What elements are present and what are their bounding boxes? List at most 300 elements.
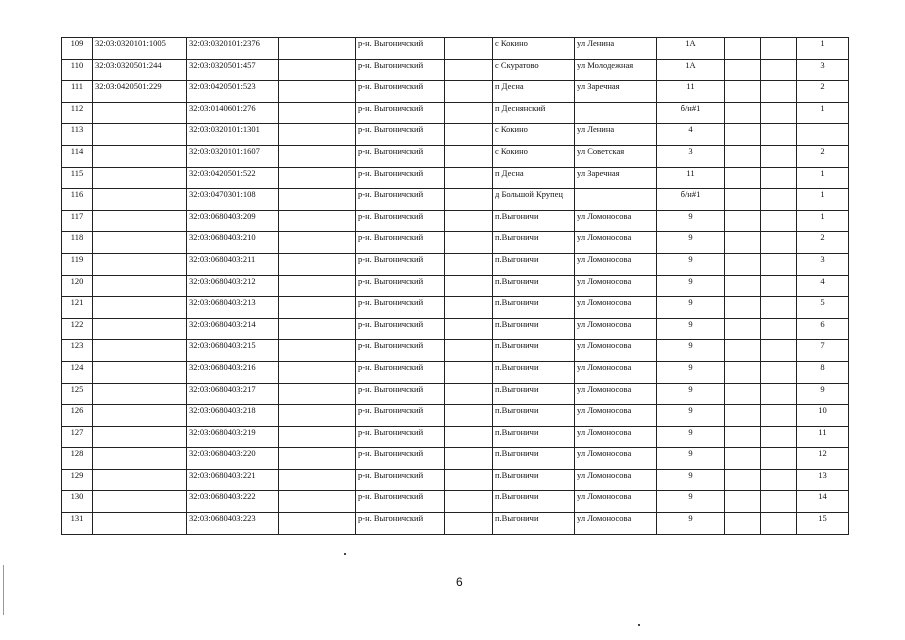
old-cadastral-number (93, 361, 187, 383)
empty-cell (445, 383, 493, 405)
settlement-cell: п.Выгоничи (493, 253, 575, 275)
empty-cell (761, 189, 797, 211)
row-number: 122 (62, 318, 93, 340)
old-cadastral-number (93, 275, 187, 297)
cadastral-number: 32:03:0680403:221 (187, 469, 279, 491)
settlement-cell: п.Выгоничи (493, 448, 575, 470)
cadastral-number: 32:03:0680403:212 (187, 275, 279, 297)
table-row (62, 383, 849, 405)
empty-cell (725, 297, 761, 319)
old-cadastral-number (93, 383, 187, 405)
empty-cell (725, 318, 761, 340)
flat-number: 1 (797, 210, 849, 232)
empty-cell (445, 189, 493, 211)
empty-cell (445, 491, 493, 513)
cadastral-number: 32:03:0320101:1301 (187, 124, 279, 146)
empty-cell (279, 102, 356, 124)
region-cell: р-н. Выгоничский (356, 491, 445, 513)
cadastral-number: 32:03:0470301:108 (187, 189, 279, 211)
empty-cell (761, 253, 797, 275)
cadastral-number: 32:03:0680403:216 (187, 361, 279, 383)
house-number: 9 (657, 340, 725, 362)
empty-cell (761, 275, 797, 297)
settlement-cell: д Большой Крупец (493, 189, 575, 211)
empty-cell (279, 275, 356, 297)
row-number: 119 (62, 253, 93, 275)
old-cadastral-number (93, 189, 187, 211)
old-cadastral-number (93, 405, 187, 427)
street-cell (575, 102, 657, 124)
empty-cell (445, 38, 493, 60)
cadastral-number: 32:03:0680403:214 (187, 318, 279, 340)
cadastral-number: 32:03:0680403:218 (187, 405, 279, 427)
empty-cell (725, 81, 761, 103)
row-number: 117 (62, 210, 93, 232)
table-row (62, 513, 849, 535)
empty-cell (445, 361, 493, 383)
house-number: 9 (657, 275, 725, 297)
cadastral-number: 32:03:0680403:220 (187, 448, 279, 470)
table-row (62, 59, 849, 81)
empty-cell (279, 318, 356, 340)
flat-number: 7 (797, 340, 849, 362)
cadastral-number: 32:03:0140601:276 (187, 102, 279, 124)
settlement-cell: п.Выгоничи (493, 491, 575, 513)
street-cell: ул Заречная (575, 167, 657, 189)
empty-cell (445, 167, 493, 189)
old-cadastral-number (93, 426, 187, 448)
house-number: 4 (657, 124, 725, 146)
cadastral-number: 32:03:0680403:215 (187, 340, 279, 362)
empty-cell (761, 232, 797, 254)
empty-cell (279, 513, 356, 535)
table-row (62, 210, 849, 232)
row-number: 127 (62, 426, 93, 448)
cadastral-number: 32:03:0680403:210 (187, 232, 279, 254)
empty-cell (725, 361, 761, 383)
house-number: 9 (657, 232, 725, 254)
street-cell: ул Ломоносова (575, 426, 657, 448)
old-cadastral-number (93, 210, 187, 232)
settlement-cell: п.Выгоничи (493, 275, 575, 297)
flat-number: 3 (797, 59, 849, 81)
settlement-cell: п.Выгоничи (493, 383, 575, 405)
empty-cell (725, 124, 761, 146)
row-number: 124 (62, 361, 93, 383)
empty-cell (279, 426, 356, 448)
region-cell: р-н. Выгоничский (356, 275, 445, 297)
row-number: 109 (62, 38, 93, 60)
house-number: 9 (657, 383, 725, 405)
empty-cell (761, 361, 797, 383)
empty-cell (445, 59, 493, 81)
empty-cell (445, 297, 493, 319)
empty-cell (761, 491, 797, 513)
region-cell: р-н. Выгоничский (356, 59, 445, 81)
region-cell: р-н. Выгоничский (356, 469, 445, 491)
row-number: 113 (62, 124, 93, 146)
flat-number: 15 (797, 513, 849, 535)
street-cell: ул Ломоносова (575, 383, 657, 405)
house-number: 9 (657, 361, 725, 383)
house-number: 9 (657, 253, 725, 275)
region-cell: р-н. Выгоничский (356, 253, 445, 275)
empty-cell (445, 275, 493, 297)
empty-cell (725, 102, 761, 124)
region-cell: р-н. Выгоничский (356, 405, 445, 427)
table-row (62, 253, 849, 275)
cadastral-number: 32:03:0680403:217 (187, 383, 279, 405)
flat-number: 9 (797, 383, 849, 405)
settlement-cell: п Десна (493, 81, 575, 103)
empty-cell (279, 253, 356, 275)
empty-cell (445, 102, 493, 124)
old-cadastral-number: 32:03:0320101:1005 (93, 38, 187, 60)
empty-cell (725, 145, 761, 167)
settlement-cell: п.Выгоничи (493, 513, 575, 535)
flat-number (797, 124, 849, 146)
empty-cell (725, 383, 761, 405)
house-number: 3 (657, 145, 725, 167)
settlement-cell: с Кокино (493, 38, 575, 60)
street-cell: ул Ломоносова (575, 405, 657, 427)
street-cell: ул Советская (575, 145, 657, 167)
empty-cell (725, 405, 761, 427)
empty-cell (725, 513, 761, 535)
empty-cell (725, 491, 761, 513)
table-row (62, 361, 849, 383)
row-number: 111 (62, 81, 93, 103)
flat-number: 1 (797, 189, 849, 211)
table-row (62, 469, 849, 491)
cadastral-number: 32:03:0680403:213 (187, 297, 279, 319)
empty-cell (725, 469, 761, 491)
street-cell: ул Ломоносова (575, 448, 657, 470)
flat-number: 10 (797, 405, 849, 427)
region-cell: р-н. Выгоничский (356, 232, 445, 254)
old-cadastral-number (93, 297, 187, 319)
empty-cell (445, 469, 493, 491)
old-cadastral-number: 32:03:0320501:244 (93, 59, 187, 81)
street-cell: ул Ломоносова (575, 275, 657, 297)
settlement-cell: п.Выгоничи (493, 210, 575, 232)
row-number: 114 (62, 145, 93, 167)
table-row (62, 318, 849, 340)
flat-number: 4 (797, 275, 849, 297)
empty-cell (445, 426, 493, 448)
empty-cell (445, 340, 493, 362)
old-cadastral-number (93, 253, 187, 275)
house-number: 11 (657, 81, 725, 103)
empty-cell (761, 145, 797, 167)
old-cadastral-number (93, 513, 187, 535)
row-number: 123 (62, 340, 93, 362)
house-number: 11 (657, 167, 725, 189)
house-number: 9 (657, 297, 725, 319)
empty-cell (445, 124, 493, 146)
empty-cell (725, 232, 761, 254)
settlement-cell: п.Выгоничи (493, 232, 575, 254)
house-number: 9 (657, 318, 725, 340)
table-row (62, 189, 849, 211)
empty-cell (279, 340, 356, 362)
street-cell: ул Ломоносова (575, 469, 657, 491)
empty-cell (725, 59, 761, 81)
table-row (62, 426, 849, 448)
house-number: 9 (657, 448, 725, 470)
house-number: 9 (657, 426, 725, 448)
house-number: 9 (657, 210, 725, 232)
street-cell: ул Ломоносова (575, 361, 657, 383)
flat-number: 6 (797, 318, 849, 340)
empty-cell (445, 232, 493, 254)
settlement-cell: п Деснянский (493, 102, 575, 124)
row-number: 112 (62, 102, 93, 124)
table-row (62, 275, 849, 297)
region-cell: р-н. Выгоничский (356, 383, 445, 405)
street-cell: ул Ломоносова (575, 297, 657, 319)
empty-cell (279, 469, 356, 491)
empty-cell (725, 253, 761, 275)
scan-speck (638, 624, 640, 626)
region-cell: р-н. Выгоничский (356, 340, 445, 362)
flat-number: 11 (797, 426, 849, 448)
region-cell: р-н. Выгоничский (356, 448, 445, 470)
empty-cell (279, 297, 356, 319)
settlement-cell: с Скуратово (493, 59, 575, 81)
empty-cell (279, 81, 356, 103)
region-cell: р-н. Выгоничский (356, 318, 445, 340)
empty-cell (445, 405, 493, 427)
empty-cell (279, 491, 356, 513)
table-row (62, 405, 849, 427)
empty-cell (445, 253, 493, 275)
cadastral-number: 32:03:0320501:457 (187, 59, 279, 81)
empty-cell (279, 124, 356, 146)
empty-cell (761, 167, 797, 189)
old-cadastral-number (93, 102, 187, 124)
house-number: б/н#1 (657, 102, 725, 124)
cadastral-number: 32:03:0320101:2376 (187, 38, 279, 60)
row-number: 116 (62, 189, 93, 211)
old-cadastral-number (93, 469, 187, 491)
empty-cell (725, 210, 761, 232)
house-number: 9 (657, 491, 725, 513)
row-number: 129 (62, 469, 93, 491)
flat-number: 1 (797, 167, 849, 189)
table-row (62, 145, 849, 167)
street-cell: ул Ломоносова (575, 253, 657, 275)
scan-speck (344, 553, 346, 555)
table-row (62, 124, 849, 146)
row-number: 125 (62, 383, 93, 405)
table-row (62, 340, 849, 362)
empty-cell (761, 297, 797, 319)
empty-cell (725, 340, 761, 362)
flat-number: 5 (797, 297, 849, 319)
empty-cell (725, 448, 761, 470)
property-register-table (61, 37, 849, 535)
region-cell: р-н. Выгоничский (356, 361, 445, 383)
empty-cell (761, 59, 797, 81)
old-cadastral-number: 32:03:0420501:229 (93, 81, 187, 103)
region-cell: р-н. Выгоничский (356, 145, 445, 167)
empty-cell (761, 124, 797, 146)
street-cell: ул Ломоносова (575, 513, 657, 535)
row-number: 128 (62, 448, 93, 470)
old-cadastral-number (93, 448, 187, 470)
row-number: 120 (62, 275, 93, 297)
empty-cell (279, 167, 356, 189)
flat-number: 14 (797, 491, 849, 513)
empty-cell (279, 232, 356, 254)
table-row (62, 38, 849, 60)
scan-edge-mark (3, 565, 4, 615)
row-number: 118 (62, 232, 93, 254)
empty-cell (445, 210, 493, 232)
empty-cell (279, 145, 356, 167)
region-cell: р-н. Выгоничский (356, 189, 445, 211)
old-cadastral-number (93, 232, 187, 254)
row-number: 130 (62, 491, 93, 513)
empty-cell (445, 145, 493, 167)
empty-cell (725, 38, 761, 60)
old-cadastral-number (93, 318, 187, 340)
empty-cell (725, 167, 761, 189)
empty-cell (279, 383, 356, 405)
street-cell: ул Ленина (575, 38, 657, 60)
region-cell: р-н. Выгоничский (356, 167, 445, 189)
settlement-cell: п.Выгоничи (493, 297, 575, 319)
empty-cell (725, 426, 761, 448)
region-cell: р-н. Выгоничский (356, 124, 445, 146)
empty-cell (279, 189, 356, 211)
table-row (62, 102, 849, 124)
old-cadastral-number (93, 167, 187, 189)
old-cadastral-number (93, 145, 187, 167)
street-cell: ул Ломоносова (575, 491, 657, 513)
flat-number: 8 (797, 361, 849, 383)
empty-cell (761, 318, 797, 340)
region-cell: р-н. Выгоничский (356, 210, 445, 232)
settlement-cell: п.Выгоничи (493, 361, 575, 383)
cadastral-number: 32:03:0680403:223 (187, 513, 279, 535)
region-cell: р-н. Выгоничский (356, 38, 445, 60)
page-number: 6 (456, 575, 463, 589)
empty-cell (725, 275, 761, 297)
settlement-cell: п.Выгоничи (493, 426, 575, 448)
empty-cell (761, 340, 797, 362)
house-number: 9 (657, 469, 725, 491)
empty-cell (761, 38, 797, 60)
house-number: 9 (657, 405, 725, 427)
house-number: 1А (657, 38, 725, 60)
flat-number: 1 (797, 38, 849, 60)
old-cadastral-number (93, 491, 187, 513)
flat-number: 12 (797, 448, 849, 470)
row-number: 110 (62, 59, 93, 81)
street-cell: ул Ломоносова (575, 232, 657, 254)
empty-cell (279, 448, 356, 470)
street-cell: ул Заречная (575, 81, 657, 103)
house-number: 1А (657, 59, 725, 81)
settlement-cell: п.Выгоничи (493, 340, 575, 362)
empty-cell (761, 469, 797, 491)
flat-number: 3 (797, 253, 849, 275)
empty-cell (279, 59, 356, 81)
settlement-cell: п.Выгоничи (493, 318, 575, 340)
empty-cell (279, 361, 356, 383)
street-cell: ул Ломоносова (575, 340, 657, 362)
cadastral-number: 32:03:0680403:219 (187, 426, 279, 448)
flat-number: 13 (797, 469, 849, 491)
house-number: 9 (657, 513, 725, 535)
flat-number: 2 (797, 81, 849, 103)
flat-number: 2 (797, 145, 849, 167)
street-cell: ул Ломоносова (575, 210, 657, 232)
old-cadastral-number (93, 340, 187, 362)
cadastral-number: 32:03:0420501:523 (187, 81, 279, 103)
empty-cell (761, 102, 797, 124)
region-cell: р-н. Выгоничский (356, 426, 445, 448)
cadastral-number: 32:03:0680403:211 (187, 253, 279, 275)
empty-cell (761, 513, 797, 535)
empty-cell (761, 426, 797, 448)
flat-number: 2 (797, 232, 849, 254)
empty-cell (725, 189, 761, 211)
settlement-cell: п.Выгоничи (493, 469, 575, 491)
settlement-cell: с Кокино (493, 124, 575, 146)
row-number: 115 (62, 167, 93, 189)
settlement-cell: с Кокино (493, 145, 575, 167)
empty-cell (761, 383, 797, 405)
settlement-cell: п Десна (493, 167, 575, 189)
table-row (62, 167, 849, 189)
cadastral-number: 32:03:0320101:1607 (187, 145, 279, 167)
table-row (62, 232, 849, 254)
house-number: б/н#1 (657, 189, 725, 211)
street-cell: ул Молодежная (575, 59, 657, 81)
region-cell: р-н. Выгоничский (356, 513, 445, 535)
region-cell: р-н. Выгоничский (356, 102, 445, 124)
cadastral-number: 32:03:0680403:222 (187, 491, 279, 513)
street-cell: ул Ломоносова (575, 318, 657, 340)
cadastral-number: 32:03:0680403:209 (187, 210, 279, 232)
empty-cell (761, 81, 797, 103)
cadastral-number: 32:03:0420501:522 (187, 167, 279, 189)
empty-cell (279, 210, 356, 232)
street-cell: ул Ленина (575, 124, 657, 146)
empty-cell (445, 513, 493, 535)
settlement-cell: п.Выгоничи (493, 405, 575, 427)
empty-cell (445, 318, 493, 340)
flat-number: 1 (797, 102, 849, 124)
table-body (62, 38, 849, 535)
empty-cell (761, 210, 797, 232)
row-number: 121 (62, 297, 93, 319)
row-number: 126 (62, 405, 93, 427)
region-cell: р-н. Выгоничский (356, 297, 445, 319)
row-number: 131 (62, 513, 93, 535)
empty-cell (279, 405, 356, 427)
empty-cell (761, 405, 797, 427)
empty-cell (445, 448, 493, 470)
street-cell (575, 189, 657, 211)
table-row (62, 297, 849, 319)
region-cell: р-н. Выгоничский (356, 81, 445, 103)
empty-cell (279, 38, 356, 60)
old-cadastral-number (93, 124, 187, 146)
